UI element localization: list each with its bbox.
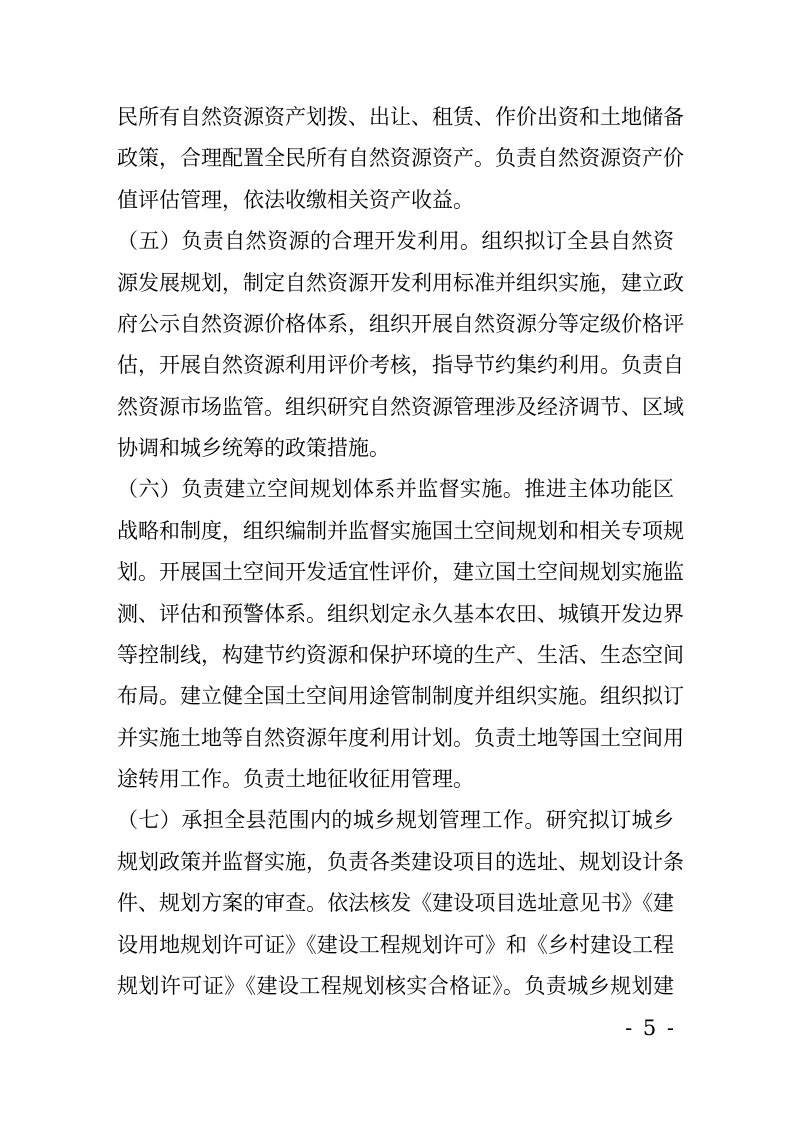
text-line: 规划政策并监督实施，负责各类建设项目的选址、规划设计条 [117, 850, 684, 874]
text-line: 测、评估和预警体系。组织划定永久基本农田、城镇开发边界 [117, 602, 684, 626]
text-line: 设用地规划许可证》《建设工程规划许可》和《乡村建设工程 [117, 933, 674, 957]
text-line: 然资源市场监管。组织研究自然资源管理涉及经济调节、区域 [117, 395, 684, 419]
text-line: 协调和城乡统筹的政策措施。 [117, 436, 390, 460]
text-line: 件、规划方案的审查。依法核发《建设项目选址意见书》《建 [117, 891, 674, 915]
text-line: 规划许可证》《建设工程规划核实合格证》。负责城乡规划建 [117, 974, 674, 998]
text-line: （六）负责建立空间规划体系并监督实施。推进主体功能区 [117, 477, 674, 501]
text-line: 民所有自然资源资产划拨、出让、租赁、作价出资和土地储备 [117, 105, 684, 129]
text-line: 划。开展国土空间开发适宜性评价，建立国土空间规划实施监 [117, 560, 684, 584]
text-line: 值评估管理，依法收缴相关资产收益。 [117, 188, 474, 212]
text-line: 途转用工作。负责土地征收征用管理。 [117, 767, 474, 791]
text-line: 府公示自然资源价格体系，组织开展自然资源分等定级价格评 [117, 312, 684, 336]
text-line: 战略和制度，组织编制并监督实施国土空间规划和相关专项规 [117, 519, 684, 543]
text-line: （五）负责自然资源的合理开发利用。组织拟订全县自然资 [117, 229, 674, 253]
text-line: 源发展规划，制定自然资源开发利用标准并组织实施，建立政 [117, 271, 684, 295]
text-line: 等控制线，构建节约资源和保护环境的生产、生活、生态空间 [117, 643, 684, 667]
text-line: 政策，合理配置全民所有自然资源资产。负责自然资源资产价 [117, 146, 684, 170]
page-number: - 5 - [625, 1016, 676, 1040]
text-line: 估，开展自然资源利用评价考核，指导节约集约利用。负责自 [117, 353, 684, 377]
text-line: （七）承担全县范围内的城乡规划管理工作。研究拟订城乡 [117, 808, 674, 832]
text-line: 布局。建立健全国土空间用途管制制度并组织实施。组织拟订 [117, 684, 684, 708]
text-line: 并实施土地等自然资源年度利用计划。负责土地等国土空间用 [117, 726, 684, 750]
